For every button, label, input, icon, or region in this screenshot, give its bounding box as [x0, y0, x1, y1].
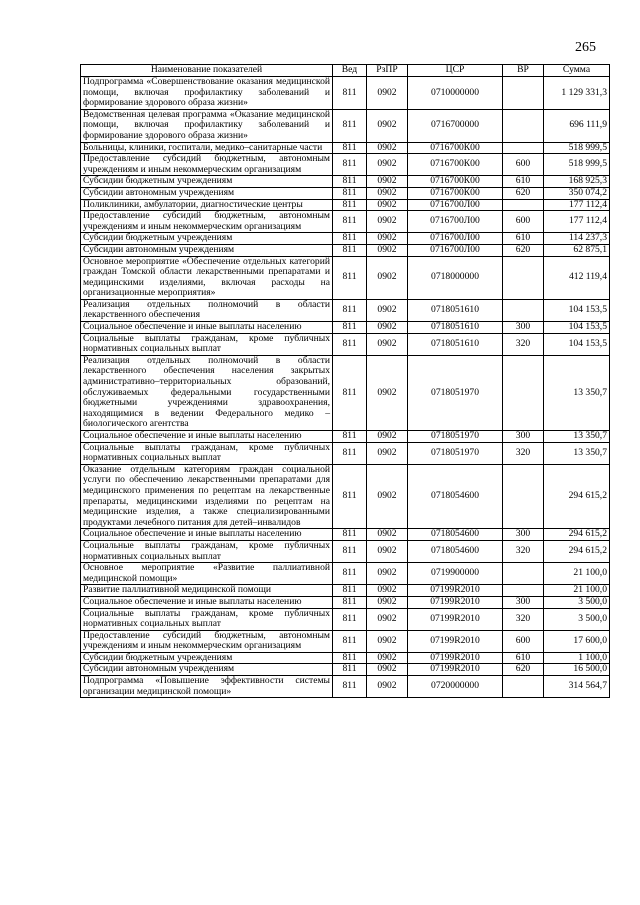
cell-csr: 0716700Л00: [408, 211, 503, 233]
cell-sum: 3 500,0: [544, 608, 610, 630]
cell-name: Социальное обеспечение и иные выплаты населению: [81, 322, 333, 334]
cell-csr: 0718054600: [408, 529, 503, 541]
cell-vr: 320: [503, 442, 544, 464]
cell-sum: 3 500,0: [544, 596, 610, 608]
cell-csr: 0718054600: [408, 540, 503, 562]
cell-vr: [503, 77, 544, 110]
cell-rzpr: 0902: [367, 664, 408, 676]
cell-csr: 0716700Л00: [408, 199, 503, 211]
cell-rzpr: 0902: [367, 540, 408, 562]
cell-sum: 1 100,0: [544, 652, 610, 664]
cell-csr: 07199R2010: [408, 652, 503, 664]
cell-ved: 811: [333, 464, 367, 529]
cell-rzpr: 0902: [367, 256, 408, 299]
header-csr: ЦСР: [408, 65, 503, 77]
cell-vr: 300: [503, 596, 544, 608]
cell-sum: 62 875,1: [544, 244, 610, 256]
cell-csr: 0718051970: [408, 442, 503, 464]
header-vr: ВР: [503, 65, 544, 77]
cell-name: Реализация отдельных полномочий в области лекарственного обеспечения: [81, 299, 333, 321]
cell-sum: 294 615,2: [544, 529, 610, 541]
cell-rzpr: 0902: [367, 464, 408, 529]
cell-sum: 104 153,5: [544, 299, 610, 321]
cell-name: Поликлиники, амбулатории, диагностические центры: [81, 199, 333, 211]
cell-rzpr: 0902: [367, 585, 408, 597]
table-row: [81, 176, 610, 188]
cell-csr: 0716700К00: [408, 176, 503, 188]
cell-csr: 0719900000: [408, 563, 503, 585]
page-number: 265: [575, 40, 596, 55]
cell-sum: 177 112,4: [544, 199, 610, 211]
cell-vr: 600: [503, 154, 544, 176]
cell-name: Социальные выплаты гражданам, кроме публичных нормативных социальных выплат: [81, 442, 333, 464]
table-row: [81, 299, 610, 321]
cell-vr: 300: [503, 529, 544, 541]
cell-name: Ведомственная целевая программа «Оказание медицинской помощи, включая профилактику заболеваний и формирование здорового образа жизни»: [81, 109, 333, 142]
cell-vr: [503, 199, 544, 211]
cell-rzpr: 0902: [367, 676, 408, 698]
header-rzpr: РзПР: [367, 65, 408, 77]
cell-rzpr: 0902: [367, 77, 408, 110]
cell-vr: [503, 142, 544, 154]
cell-ved: 811: [333, 77, 367, 110]
cell-csr: 0716700000: [408, 109, 503, 142]
cell-ved: 811: [333, 652, 367, 664]
cell-ved: 811: [333, 630, 367, 652]
table-row: [81, 563, 610, 585]
cell-csr: 0718051610: [408, 299, 503, 321]
cell-sum: 104 153,5: [544, 333, 610, 355]
cell-sum: 13 350,7: [544, 355, 610, 430]
cell-name: Подпрограмма «Совершенствование оказания медицинской помощи, включая профилактику заболеваний и формирование здорового образа жизни»: [81, 77, 333, 110]
cell-rzpr: 0902: [367, 299, 408, 321]
cell-csr: 0718054600: [408, 464, 503, 529]
cell-sum: 1 129 331,3: [544, 77, 610, 110]
table-row: [81, 109, 610, 142]
table-row: [81, 199, 610, 211]
cell-ved: 811: [333, 529, 367, 541]
cell-sum: 16 500,0: [544, 664, 610, 676]
cell-ved: 811: [333, 608, 367, 630]
cell-vr: 300: [503, 322, 544, 334]
cell-vr: 610: [503, 652, 544, 664]
cell-vr: 610: [503, 233, 544, 245]
cell-sum: 177 112,4: [544, 211, 610, 233]
cell-name: Субсидии автономным учреждениям: [81, 244, 333, 256]
cell-vr: [503, 585, 544, 597]
header-row: [81, 65, 610, 77]
cell-sum: 350 074,2: [544, 187, 610, 199]
table-row: [81, 142, 610, 154]
cell-sum: 13 350,7: [544, 431, 610, 443]
cell-csr: 0718051610: [408, 333, 503, 355]
budget-table: [80, 64, 610, 698]
cell-name: Реализация отдельных полномочий в области лекарственного обеспечения населения закрытых административно–территориальных образований, обслуживаемых федеральными государственными бюджетными учреждениями здравоохранения, находящимися в ведении Федерального медико – биологического агентства: [81, 355, 333, 430]
cell-vr: 600: [503, 630, 544, 652]
cell-csr: 0718000000: [408, 256, 503, 299]
cell-csr: 0716700К00: [408, 142, 503, 154]
table-row: [81, 333, 610, 355]
table-row: [81, 664, 610, 676]
cell-rzpr: 0902: [367, 233, 408, 245]
table-row: [81, 244, 610, 256]
cell-csr: 07199R2010: [408, 585, 503, 597]
cell-ved: 811: [333, 596, 367, 608]
cell-vr: 610: [503, 176, 544, 188]
cell-vr: [503, 676, 544, 698]
cell-rzpr: 0902: [367, 608, 408, 630]
cell-sum: 314 564,7: [544, 676, 610, 698]
header-ved: Вед: [333, 65, 367, 77]
cell-csr: 07199R2010: [408, 664, 503, 676]
cell-ved: 811: [333, 540, 367, 562]
table-row: [81, 233, 610, 245]
cell-ved: 811: [333, 244, 367, 256]
cell-csr: 0718051610: [408, 322, 503, 334]
cell-csr: 0716700Л00: [408, 244, 503, 256]
cell-name: Социальное обеспечение и иные выплаты населению: [81, 596, 333, 608]
cell-rzpr: 0902: [367, 442, 408, 464]
cell-ved: 811: [333, 442, 367, 464]
cell-rzpr: 0902: [367, 333, 408, 355]
cell-csr: 0716700К00: [408, 154, 503, 176]
cell-vr: [503, 563, 544, 585]
table-row: [81, 540, 610, 562]
table-row: [81, 596, 610, 608]
table-row: [81, 355, 610, 430]
cell-csr: 0718051970: [408, 355, 503, 430]
cell-ved: 811: [333, 176, 367, 188]
cell-sum: 21 100,0: [544, 585, 610, 597]
table-row: [81, 442, 610, 464]
cell-vr: 320: [503, 333, 544, 355]
cell-csr: 0716700Л00: [408, 233, 503, 245]
cell-name: Больницы, клиники, госпитали, медико–санитарные части: [81, 142, 333, 154]
cell-csr: 07199R2010: [408, 596, 503, 608]
cell-name: Основное мероприятие «Развитие паллиативной медицинской помощи»: [81, 563, 333, 585]
cell-vr: [503, 256, 544, 299]
table-row: [81, 608, 610, 630]
cell-rzpr: 0902: [367, 187, 408, 199]
cell-rzpr: 0902: [367, 322, 408, 334]
cell-rzpr: 0902: [367, 109, 408, 142]
cell-rzpr: 0902: [367, 211, 408, 233]
table-row: [81, 77, 610, 110]
cell-sum: 21 100,0: [544, 563, 610, 585]
cell-sum: 696 111,9: [544, 109, 610, 142]
table-row: [81, 211, 610, 233]
table-row: [81, 676, 610, 698]
table-row: [81, 154, 610, 176]
cell-name: Субсидии автономным учреждениям: [81, 664, 333, 676]
cell-rzpr: 0902: [367, 355, 408, 430]
cell-name: Социальные выплаты гражданам, кроме публичных нормативных социальных выплат: [81, 608, 333, 630]
table-row: [81, 187, 610, 199]
cell-ved: 811: [333, 664, 367, 676]
cell-vr: 300: [503, 431, 544, 443]
cell-vr: [503, 109, 544, 142]
cell-name: Социальные выплаты гражданам, кроме публичных нормативных социальных выплат: [81, 333, 333, 355]
cell-rzpr: 0902: [367, 652, 408, 664]
table-body: [81, 77, 610, 698]
cell-sum: 294 615,2: [544, 464, 610, 529]
table-row: [81, 529, 610, 541]
cell-name: Предоставление субсидий бюджетным, автономным учреждениям и иным некоммерческим организациям: [81, 154, 333, 176]
cell-csr: 0716700К00: [408, 187, 503, 199]
cell-name: Субсидии бюджетным учреждениям: [81, 176, 333, 188]
cell-csr: 0720000000: [408, 676, 503, 698]
cell-rzpr: 0902: [367, 176, 408, 188]
cell-name: Развитие паллиативной медицинской помощи: [81, 585, 333, 597]
cell-name: Субсидии бюджетным учреждениям: [81, 652, 333, 664]
cell-name: Социальное обеспечение и иные выплаты населению: [81, 431, 333, 443]
table-row: [81, 431, 610, 443]
cell-ved: 811: [333, 211, 367, 233]
cell-name: Оказание отдельным категориям граждан социальной услуги по обеспечению лекарственными препаратами для медицинского применения по рецептам на лекарственные препараты, медицинскими изделиями по рецептам на медицинские изделия, а также специализированными продуктами лечебного питания для детей–инвалидов: [81, 464, 333, 529]
cell-ved: 811: [333, 299, 367, 321]
cell-ved: 811: [333, 154, 367, 176]
cell-rzpr: 0902: [367, 431, 408, 443]
cell-name: Субсидии бюджетным учреждениям: [81, 233, 333, 245]
cell-rzpr: 0902: [367, 529, 408, 541]
cell-sum: 168 925,3: [544, 176, 610, 188]
cell-sum: 518 999,5: [544, 154, 610, 176]
cell-sum: 13 350,7: [544, 442, 610, 464]
cell-ved: 811: [333, 563, 367, 585]
cell-rzpr: 0902: [367, 244, 408, 256]
cell-vr: 620: [503, 244, 544, 256]
cell-sum: 114 237,3: [544, 233, 610, 245]
cell-ved: 811: [333, 431, 367, 443]
table-row: [81, 464, 610, 529]
cell-name: Социальное обеспечение и иные выплаты населению: [81, 529, 333, 541]
cell-ved: 811: [333, 256, 367, 299]
cell-rzpr: 0902: [367, 563, 408, 585]
header-name: Наименование показателей: [81, 65, 333, 77]
cell-vr: 600: [503, 211, 544, 233]
cell-csr: 0718051970: [408, 431, 503, 443]
cell-ved: 811: [333, 199, 367, 211]
cell-vr: 620: [503, 187, 544, 199]
cell-vr: 620: [503, 664, 544, 676]
cell-vr: 320: [503, 540, 544, 562]
cell-sum: 412 119,4: [544, 256, 610, 299]
cell-ved: 811: [333, 187, 367, 199]
cell-sum: 104 153,5: [544, 322, 610, 334]
cell-name: Подпрограмма «Повышение эффективности системы организации медицинской помощи»: [81, 676, 333, 698]
cell-sum: 17 600,0: [544, 630, 610, 652]
cell-vr: [503, 464, 544, 529]
cell-vr: [503, 299, 544, 321]
cell-csr: 0710000000: [408, 77, 503, 110]
cell-ved: 811: [333, 333, 367, 355]
table-row: [81, 256, 610, 299]
cell-ved: 811: [333, 585, 367, 597]
table-row: [81, 630, 610, 652]
cell-ved: 811: [333, 676, 367, 698]
cell-rzpr: 0902: [367, 142, 408, 154]
cell-rzpr: 0902: [367, 630, 408, 652]
cell-ved: 811: [333, 355, 367, 430]
cell-ved: 811: [333, 322, 367, 334]
cell-name: Предоставление субсидий бюджетным, автономным учреждениям и иным некоммерческим организациям: [81, 211, 333, 233]
cell-rzpr: 0902: [367, 596, 408, 608]
cell-name: Основное мероприятие «Обеспечение отдельных категорий граждан Томской области лекарственными препаратами и медицинскими изделиями, включая расходы на организационные мероприятия»: [81, 256, 333, 299]
cell-vr: 320: [503, 608, 544, 630]
table-header: [81, 65, 610, 77]
table-row: [81, 585, 610, 597]
cell-ved: 811: [333, 233, 367, 245]
cell-name: Предоставление субсидий бюджетным, автономным учреждениям и иным некоммерческим организациям: [81, 630, 333, 652]
cell-ved: 811: [333, 142, 367, 154]
cell-csr: 07199R2010: [408, 630, 503, 652]
table-row: [81, 322, 610, 334]
cell-csr: 07199R2010: [408, 608, 503, 630]
header-sum: Сумма: [544, 65, 610, 77]
cell-sum: 518 999,5: [544, 142, 610, 154]
cell-ved: 811: [333, 109, 367, 142]
cell-name: Субсидии автономным учреждениям: [81, 187, 333, 199]
cell-name: Социальные выплаты гражданам, кроме публичных нормативных социальных выплат: [81, 540, 333, 562]
cell-vr: [503, 355, 544, 430]
cell-rzpr: 0902: [367, 199, 408, 211]
cell-rzpr: 0902: [367, 154, 408, 176]
cell-sum: 294 615,2: [544, 540, 610, 562]
table-row: [81, 652, 610, 664]
